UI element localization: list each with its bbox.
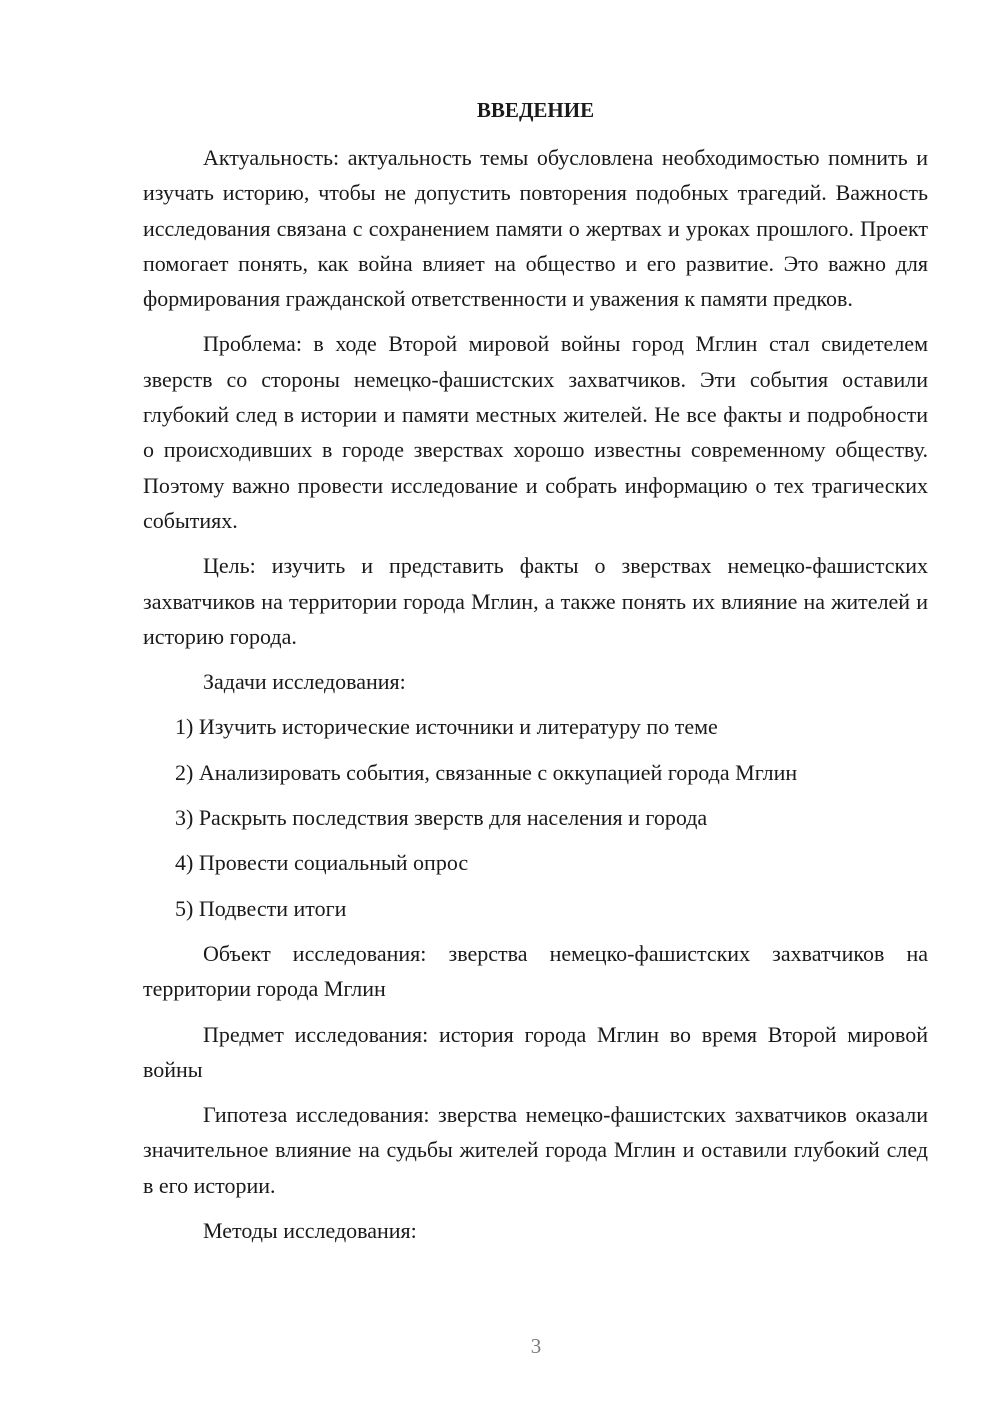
tasks-heading: Задачи исследования: [203, 669, 406, 695]
page-content [143, 96, 928, 1258]
relevance-paragraph: Актуальность: актуальность темы обусловлена необходимостью помнить и изучать историю, чтобы не допустить повторения подобных трагедий. Важность исследования связана с сохранением памяти о жертвах и уроках прошлого. Проект помогает понять, как война влияет на общество и его развитие. Это важно для формирования гражданской ответственности и уважения к памяти предков. [143, 145, 928, 312]
hypothesis-paragraph: Гипотеза исследования: зверства немецко-фашистских захватчиков оказали значительное влияние на судьбы жителей города Мглин и оставили глубокий след в его истории. [143, 1102, 928, 1198]
subject-paragraph: Предмет исследования: история города Мглин во время Второй мировой войны [143, 1021, 928, 1082]
task-item: 3) Раскрыть последствия зверств для населения и города [175, 805, 708, 831]
task-item: 1) Изучить исторические источники и литературу по теме [175, 714, 718, 740]
task-item: 2) Анализировать события, связанные с оккупацией города Мглин [175, 759, 798, 785]
problem-paragraph: Проблема: в ходе Второй мировой войны город Мглин стал свидетелем зверств со стороны немецко-фашистских захватчиков. Эти события оставили глубокий след в истории и памяти местных жителей. Не все факты и подробности о происходивших в городе зверствах хорошо известны современному обществу. Поэтому важно провести исследование и собрать информацию о тех трагических событиях. [143, 331, 928, 533]
methods-heading: Методы исследования: [203, 1218, 417, 1244]
task-item: 4) Провести социальный опрос [175, 850, 469, 876]
section-title: ВВЕДЕНИЕ [476, 98, 595, 122]
task-item: 5) Подвести итоги [175, 895, 347, 921]
goal-paragraph: Цель: изучить и представить факты о зверствах немецко-фашистских захватчиков на территории города Мглин, а также понять их влияние на жителей и историю города. [143, 553, 928, 649]
object-paragraph: Объект исследования: зверства немецко-фашистских захватчиков на территории города Мглин [143, 940, 928, 1002]
page-number: 3 [530, 1334, 542, 1358]
